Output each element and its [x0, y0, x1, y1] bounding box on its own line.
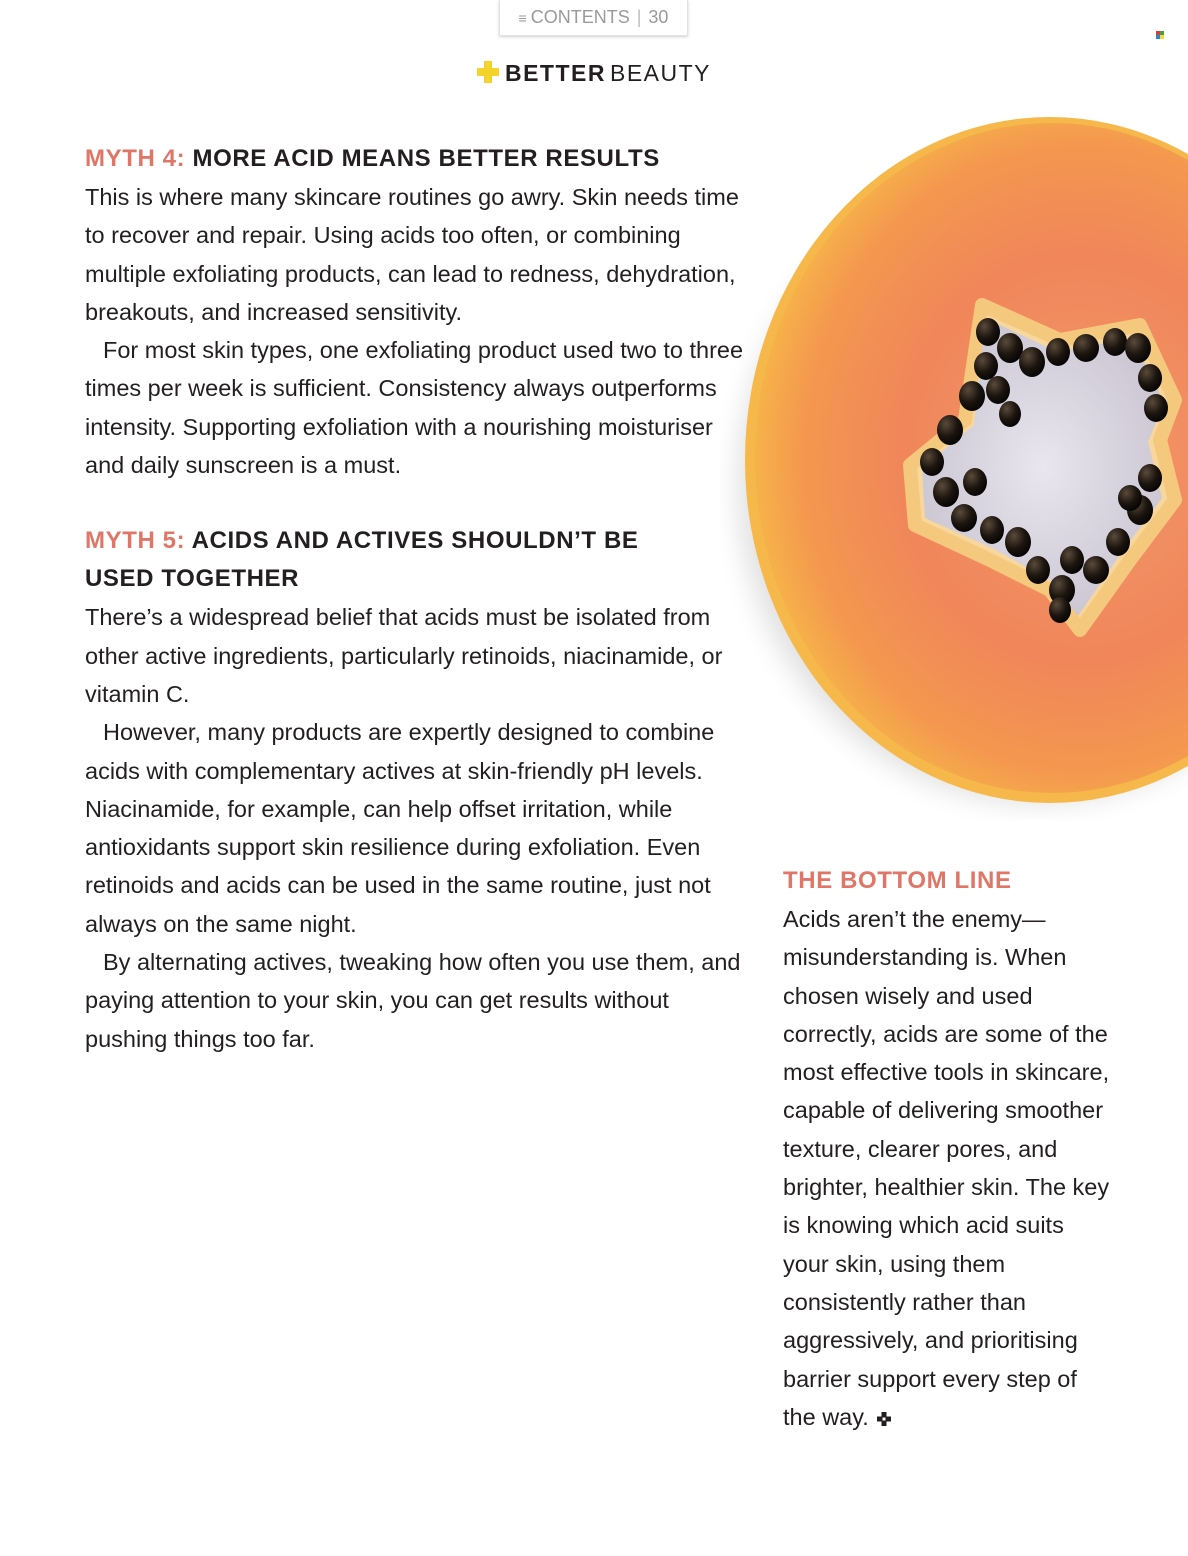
- myth5-paragraph-2: However, many products are expertly designed to combine acids with complementary actives at skin-friendly pH levels. Niacinamide, for example, can help offset irritation, while antioxidants support skin resilience during exfoliation. Even retinoids and acids can be used in the same routine, just not always on the same night.: [85, 719, 715, 937]
- myth5-heading: [85, 522, 685, 598]
- myth4-paragraph-1: This is where many skincare routines go awry. Skin needs time to recover and repair. Using acids too often, or combining multiple exfoliating products, can lead to redness, dehydration, breakouts, and increased sensitivity.: [85, 184, 739, 325]
- bottom-line-column: [783, 862, 1113, 1436]
- myth4-heading: [85, 140, 750, 178]
- bottom-line-text: Acids aren’t the enemy—misunderstanding is. When chosen wisely and used correctly, acids are some of the most effective tools in skincare, capable of delivering smoother texture, clearer pores, and brighter, healthier skin. The key is knowing which acid suits your skin, using them consistently rather than aggressively, and prioritising barrier support every step of the way.: [783, 906, 1110, 1430]
- contents-button[interactable]: [499, 0, 688, 36]
- bottom-line-body: [783, 900, 1113, 1436]
- myth4-paragraph-2: For most skin types, one exfoliating product used two to three times per week is sufficient. Consistency always outperforms intensity. Supporting exfoliation with a nourishing moisturiser and daily sunscreen is a must.: [85, 337, 744, 479]
- myth5-paragraph-3: By alternating actives, tweaking how often you use them, and paying attention to your skin, you can get results without pushing things too far.: [85, 949, 741, 1052]
- section-header: [0, 60, 1188, 87]
- bottom-line-title: THE BOTTOM LINE: [783, 867, 1012, 894]
- plus-cross-icon: [477, 61, 499, 83]
- section-title-strong: BETTER: [504, 60, 606, 86]
- contents-label: CONTENTS: [530, 7, 630, 27]
- section-title-light: BEAUTY: [609, 60, 712, 86]
- page-number: 30: [648, 7, 669, 27]
- end-mark-icon: [877, 1412, 891, 1426]
- myth5-title: ACIDS AND ACTIVES SHOULDN’T BE USED TOGETHER: [85, 527, 639, 593]
- papaya-half-icon: [720, 90, 1188, 820]
- hamburger-icon: ≡: [518, 9, 527, 26]
- myth4-number: MYTH 4:: [85, 145, 186, 172]
- myth5-paragraph-1: There’s a widespread belief that acids must be isolated from other active ingredients, particularly retinoids, niacinamide, or vitamin C.: [85, 604, 723, 707]
- papaya-image: [720, 90, 1188, 820]
- main-column: [85, 140, 750, 1058]
- myth4-title: MORE ACID MEANS BETTER RESULTS: [192, 145, 660, 172]
- corner-logo-icon: [1156, 31, 1164, 39]
- myth5-number: MYTH 5:: [85, 527, 186, 555]
- divider: |: [636, 7, 642, 27]
